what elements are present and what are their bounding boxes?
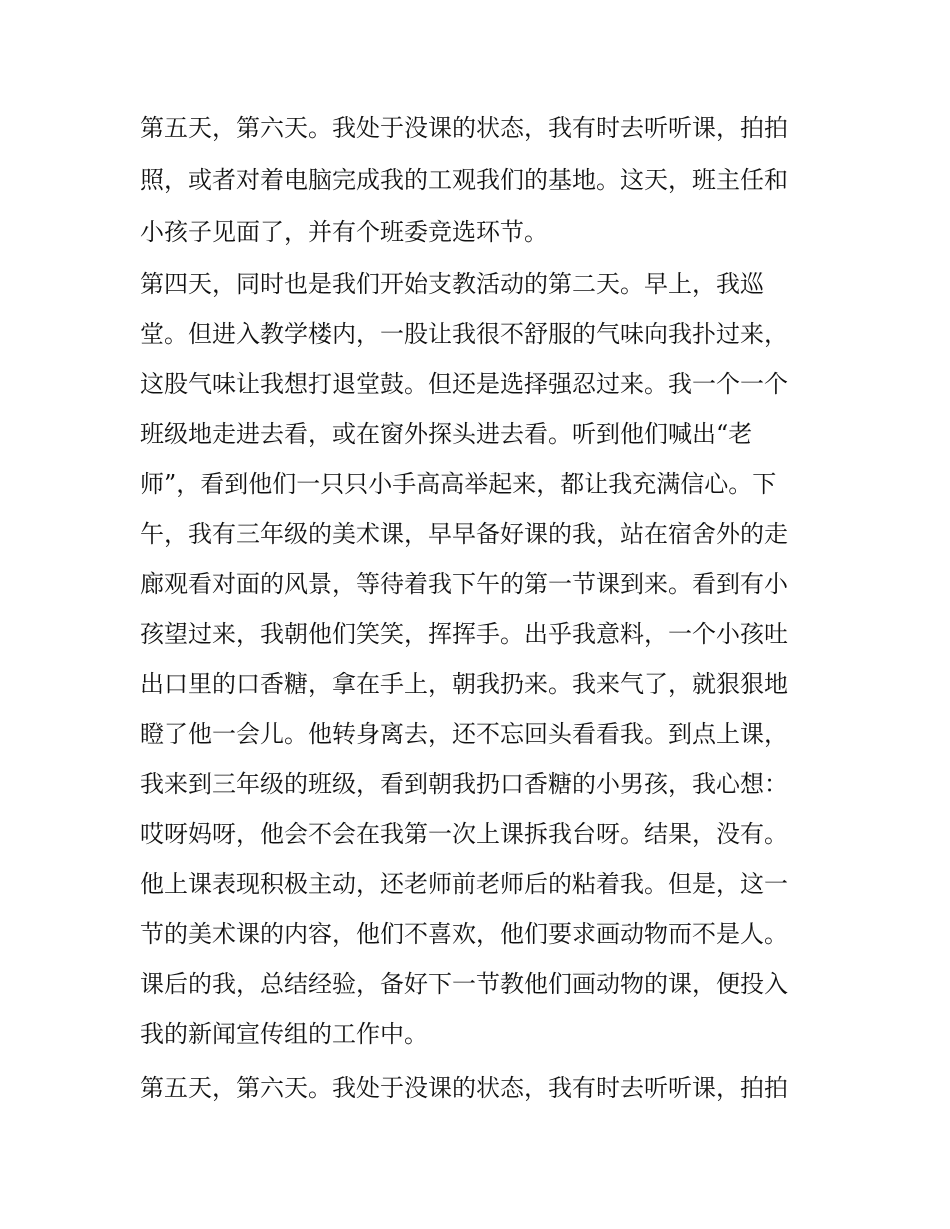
text-line: 第五天，第六天。我处于没课的状态，我有时去听听课，拍拍 [140,1074,788,1102]
text-line: 廊观看对面的风景，等待着我下午的第一节课到来。看到有小 [140,570,788,598]
text-line: 班级地走进去看，或在窗外探头进去看。听到他们喊出“老 [140,420,753,448]
text-line: 午，我有三年级的美术课，早早备好课的我，站在宿舍外的走 [140,520,788,548]
text-line: 我的新闻宣传组的工作中。 [140,1020,428,1048]
text-line: 堂。但进入教学楼内，一股让我很不舒服的气味向我扑过来， [140,320,788,348]
text-line: 这股气味让我想打退堂鼓。但还是选择强忍过来。我一个一个 [140,370,788,398]
text-line: 孩望过来，我朝他们笑笑，挥挥手。出乎我意料，一个小孩吐 [140,620,788,648]
text-line: 哎呀妈呀，他会不会在我第一次上课拆我台呀。结果，没有。 [140,820,788,848]
text-line: 第四天，同时也是我们开始支教活动的第二天。早上，我巡 [140,270,764,298]
text-line: 瞪了他一会儿。他转身离去，还不忘回头看看我。到点上课， [140,720,788,748]
text-line: 师”，看到他们一只只小手高高举起来，都让我充满信心。下 [140,470,777,498]
text-line: 他上课表现积极主动，还老师前老师后的粘着我。但是，这一 [140,870,788,898]
text-line: 第五天，第六天。我处于没课的状态，我有时去听听课，拍拍 [140,114,788,142]
text-line: 我来到三年级的班级，看到朝我扔口香糖的小男孩，我心想： [140,770,788,798]
text-line: 小孩子见面了，并有个班委竞选环节。 [140,218,548,246]
text-line: 课后的我，总结经验，备好下一节教他们画动物的课，便投入 [140,970,788,998]
text-line: 节的美术课的内容，他们不喜欢，他们要求画动物而不是人。 [140,920,788,948]
text-line: 出口里的口香糖，拿在手上，朝我扔来。我来气了，就狠狠地 [140,670,788,698]
text-line: 照，或者对着电脑完成我的工观我们的基地。这天，班主任和 [140,166,788,194]
